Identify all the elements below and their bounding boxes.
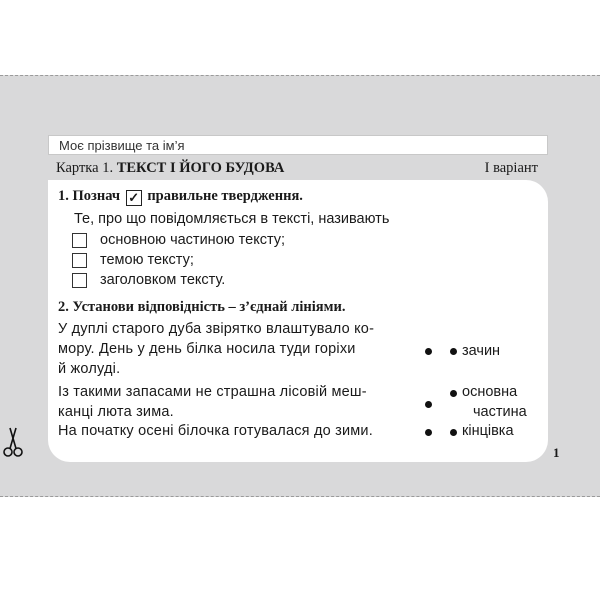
variant-label: І варіант xyxy=(484,160,538,176)
question-2-title: 2. Установи відповідність – з’єднай лініями. xyxy=(58,299,346,315)
task-card xyxy=(48,180,548,462)
text-line: На початку осені білочка готувалася до зими. xyxy=(58,423,373,439)
name-field[interactable] xyxy=(48,135,548,155)
option-label: основною частиною тексту; xyxy=(100,232,286,248)
connector-dot-right[interactable] xyxy=(450,429,457,436)
page-number: 1 xyxy=(553,445,560,460)
answer-ending: кінцівка xyxy=(462,423,514,439)
checkbox[interactable] xyxy=(72,233,87,248)
answer-main-part: основна xyxy=(462,384,518,400)
connector-dot-right[interactable] xyxy=(450,348,457,355)
question-1-title-end: правильне твердження. xyxy=(147,188,303,204)
text-line: У дуплі старого дуба звірятко влаштувало ко- xyxy=(58,321,375,337)
question-1-title-start: 1. Познач xyxy=(58,188,121,204)
text-line: канці люта зима. xyxy=(58,404,174,420)
question-1-title xyxy=(58,188,303,206)
connector-dot-left[interactable] xyxy=(425,401,432,408)
text-line: мору. День у день білка носила туди горіхи xyxy=(58,341,356,357)
checkmark-icon: ✓ xyxy=(126,190,142,206)
name-label: Моє прізвище та ім’я xyxy=(59,138,185,153)
text-line: Із такими запасами не страшна лісовій меш- xyxy=(58,384,367,400)
card-header xyxy=(52,158,538,180)
option-label: темою тексту; xyxy=(100,252,194,268)
checkbox[interactable] xyxy=(72,253,87,268)
scissors-icon xyxy=(2,425,24,464)
card-title: ТЕКСТ І ЙОГО БУДОВА xyxy=(116,160,285,176)
connector-dot-left[interactable] xyxy=(425,429,432,436)
option-label: заголовком тексту. xyxy=(100,272,226,288)
card-heading xyxy=(56,160,284,177)
answer-intro: зачин xyxy=(462,343,501,359)
card-number: Картка 1. xyxy=(56,160,114,176)
text-line: й жолуді. xyxy=(58,361,121,377)
checkbox[interactable] xyxy=(72,273,87,288)
answer-main-part-line2: частина xyxy=(473,404,527,420)
connector-dot-left[interactable] xyxy=(425,348,432,355)
question-1-stem: Те, про що повідомляється в тексті, називають xyxy=(74,211,390,227)
connector-dot-right[interactable] xyxy=(450,390,457,397)
